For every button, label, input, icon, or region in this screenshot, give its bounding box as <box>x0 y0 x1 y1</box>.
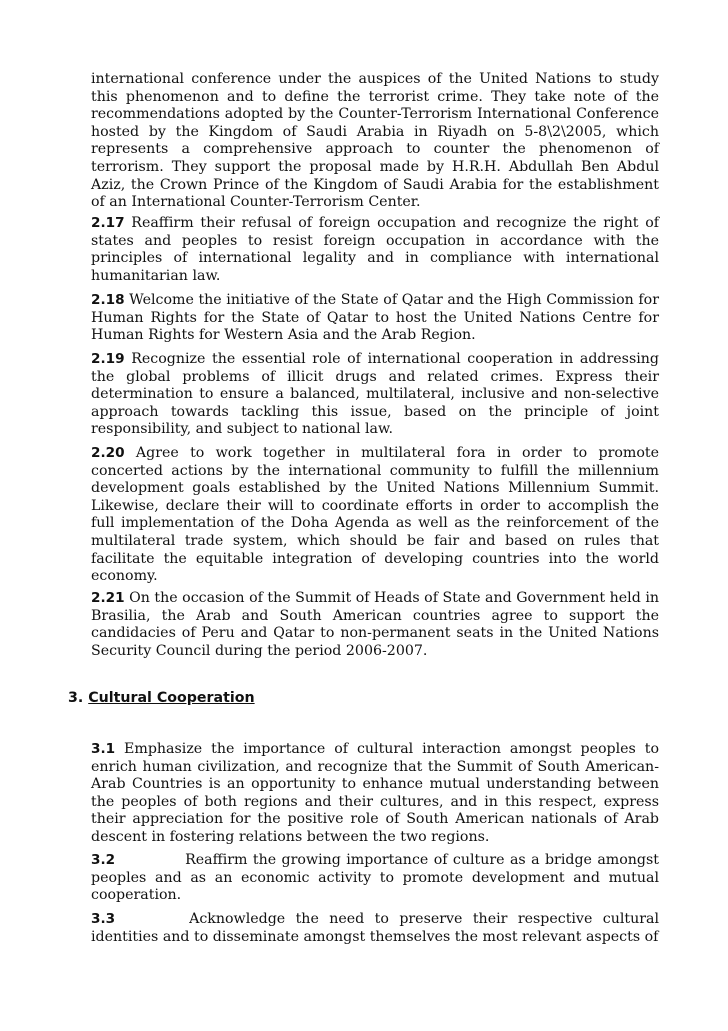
paragraph-number: 2.19 <box>91 351 125 367</box>
paragraph-2-20 <box>91 445 659 586</box>
paragraph-2-18 <box>91 292 659 345</box>
paragraph-3-1 <box>91 741 659 847</box>
paragraph-number: 3.2 <box>91 852 116 868</box>
paragraph-number: 3.3 <box>91 911 116 927</box>
paragraph-2-17 <box>91 215 659 285</box>
section-heading <box>68 690 255 708</box>
paragraph-text: Welcome the initiative of the State of Qatar and the High Commission for Human Rights for the State of Qatar to host the United Nations Centre for Human Rights for Western Asia and the Arab Region. <box>91 292 659 344</box>
paragraph-2-21 <box>91 590 659 660</box>
paragraph-text: Acknowledge the need to preserve their respective cultural identities and to disseminate amongst themselves the most relevant aspects of <box>91 911 659 945</box>
paragraph-number: 3.1 <box>91 741 116 757</box>
paragraph-number: 2.17 <box>91 215 125 231</box>
paragraph-text: Recognize the essential role of international cooperation in addressing the global problems of illicit drugs and related crimes. Express their determination to ensure a balanced, multilateral, inclusive and non-selective approach towards tackling this issue, based on the principle of joint responsibility, and subject to national law. <box>91 351 659 438</box>
paragraph-3-3 <box>91 911 659 946</box>
paragraph-text: Agree to work together in multilateral fora in order to promote concerted actions by the international community to fulfill the millennium development goals established by the United Nations Millennium Summit. Likewise, declare their will to coordinate efforts in order to accomplish the full implementation of the Doha Agenda as well as the reinforcement of the multilateral trade system, which should be fair and based on rules that facilitate the equitable integration of developing countries into the world economy. <box>91 445 659 585</box>
section-title: Cultural Cooperation <box>88 690 255 706</box>
paragraph-text: Reaffirm their refusal of foreign occupation and recognize the right of states and peoples to resist foreign occupation in accordance with the principles of international legality and in compliance with international humanitarian law. <box>91 215 659 284</box>
paragraph-2-19 <box>91 351 659 439</box>
paragraph-text: international conference under the auspices of the United Nations to study this phenomenon and to define the terrorist crime. They take note of the recommendations adopted by the Counter-Terrorism International Conference hosted by the Kingdom of Saudi Arabia in Riyadh on 5-8\2\2005, which represents a comprehensive approach to counter the phenomenon of terrorism. They support the proposal made by H.R.H. Abdullah Ben Abdul Aziz, the Crown Prince of the Kingdom of Saudi Arabia for the establishment of an International Counter-Terrorism Center. <box>91 71 659 211</box>
paragraph-terrorism-conference <box>91 71 659 212</box>
paragraph-text: On the occasion of the Summit of Heads of State and Government held in Brasilia, the Arab and South American countries agree to support the candidacies of Peru and Qatar to non-permanent seats in the United Nations Security Council during the period 2006-2007. <box>91 590 659 659</box>
paragraph-number: 2.21 <box>91 590 125 606</box>
paragraph-number: 2.18 <box>91 292 125 308</box>
section-number: 3. <box>68 690 84 706</box>
paragraph-3-2 <box>91 852 659 905</box>
paragraph-text: Emphasize the importance of cultural interaction amongst peoples to enrich human civilization, and recognize that the Summit of South American-Arab Countries is an opportunity to enhance mutual understanding between the peoples of both regions and their cultures, and in this respect, express their appreciation for the positive role of South American nationals of Arab descent in fostering relations between the two regions. <box>91 741 659 845</box>
paragraph-text: Reaffirm the growing importance of culture as a bridge amongst peoples and as an economic activity to promote development and mutual cooperation. <box>91 852 659 904</box>
paragraph-number: 2.20 <box>91 445 125 461</box>
